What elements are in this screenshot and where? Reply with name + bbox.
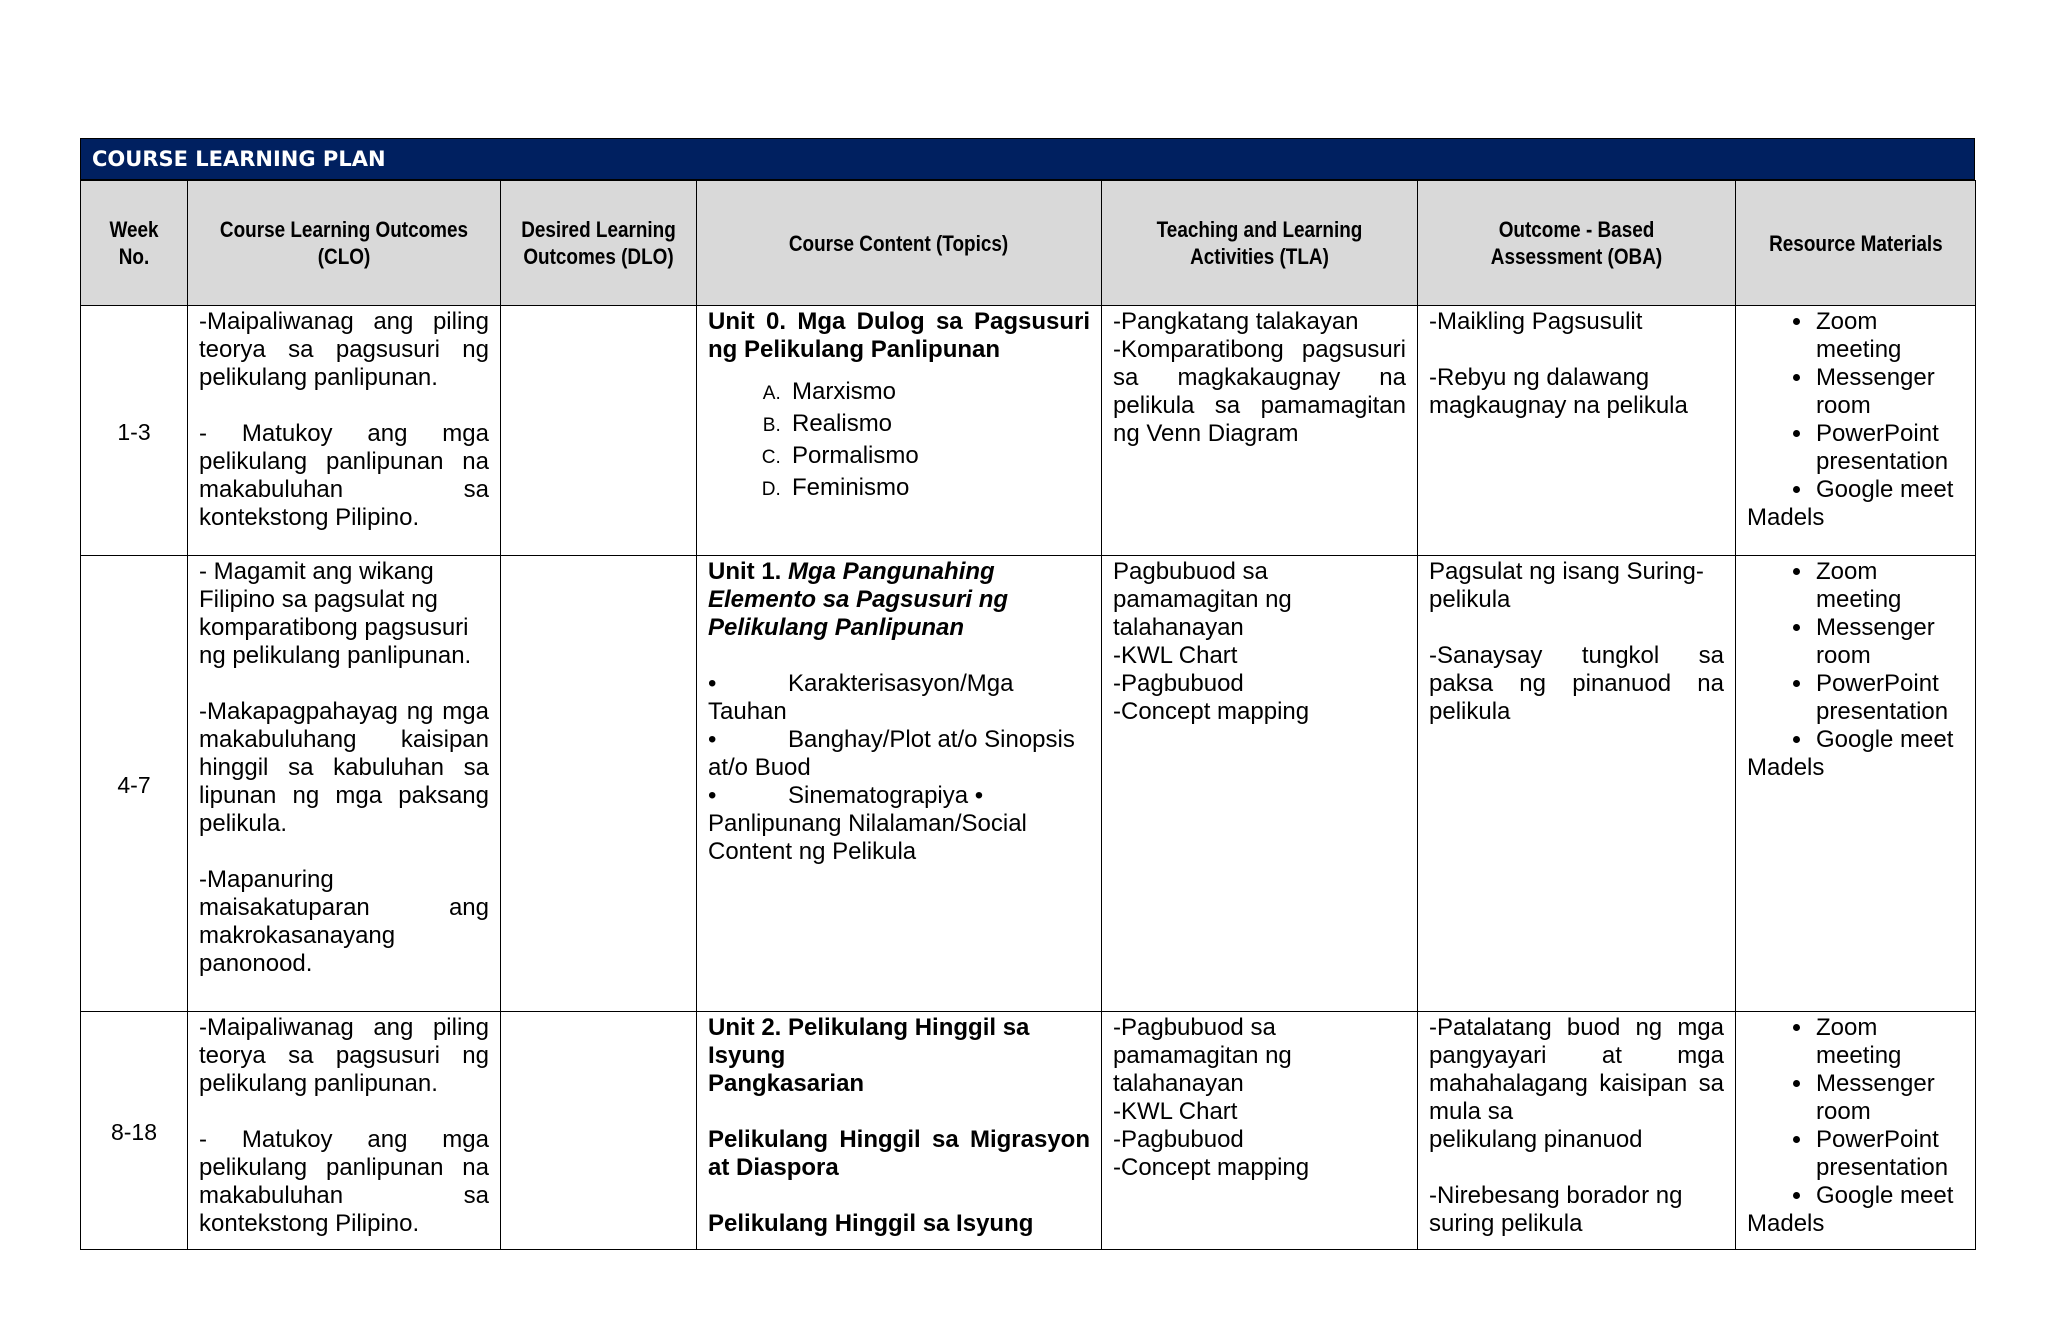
content-cell xyxy=(697,1012,1102,1250)
list-item: at/o Buod xyxy=(708,754,811,781)
header-week: Week No. xyxy=(81,181,188,306)
learning-plan-table xyxy=(80,180,1976,1250)
oba-item: -Nirebesang borador ng suring pelikula xyxy=(1429,1182,1683,1237)
list-item: • Zoom meeting xyxy=(1814,558,1964,614)
content-cell: Unit 1. Mga Pangunahing Elemento sa Pagsusuri ng Pelikulang Panlipunan • Karakterisasyon/Mga Tauhan • Banghay/Plot at/o Sinopsis at/o Buod • Sinematograpiya • Panlipunang Nilalaman/Social Content ng Pelikula xyxy=(697,556,1102,1012)
list-item: A. Marxismo xyxy=(786,378,1090,406)
tla-item: talahanayan xyxy=(1113,614,1244,641)
list-item: • Messenger room xyxy=(1814,614,1964,670)
plan-title-banner: COURSE LEARNING PLAN xyxy=(80,138,1975,180)
header-row xyxy=(81,181,1976,306)
dlo-cell xyxy=(501,306,697,556)
tla-item: -Komparatibong pagsusuri sa magkakaugnay na pelikula sa pamamagitan ng Venn Diagram xyxy=(1113,336,1406,447)
tla-item: -Concept mapping xyxy=(1113,1154,1310,1181)
list-item: • Messenger room xyxy=(1814,364,1964,420)
oba-cell xyxy=(1418,306,1736,556)
tla-item: -Pagbubuod xyxy=(1113,1126,1244,1153)
resources-cell xyxy=(1736,306,1976,556)
tla-item: talahanayan xyxy=(1113,1070,1244,1097)
resource-extra: Madels xyxy=(1747,504,1825,531)
clo-item: - Matukoy ang mga pelikulang panlipunan na makabuluhan sa kontekstong Pilipino. xyxy=(199,1126,489,1237)
clo-item: -Mapanuring maisakatuparan ang makrokasanayang panonood. xyxy=(199,866,489,977)
resource-list xyxy=(1736,558,1964,754)
header-tla: Teaching and Learning Activities (TLA) xyxy=(1102,181,1418,306)
dlo-cell xyxy=(501,1012,697,1250)
list-item: Karakterisasyon/Mga xyxy=(788,670,1014,697)
resource-list xyxy=(1736,1014,1964,1210)
oba-item: -Rebyu ng dalawang magkaugnay na pelikula xyxy=(1429,364,1688,419)
oba-item: pelikulang pinanuod xyxy=(1429,1126,1643,1153)
list-item: • PowerPoint presentation xyxy=(1814,670,1964,726)
content-cell xyxy=(697,306,1102,556)
list-item: Panlipunang Nilalaman/Social xyxy=(708,810,1027,837)
unit-label: Unit 0. xyxy=(708,308,786,335)
clo-item: - Magamit ang wikang Filipino sa pagsulat ng komparatibong pagsusuri ng pelikulang panlipunan. xyxy=(199,558,472,669)
oba-item: Pagsulat ng isang Suring-pelikula xyxy=(1429,558,1704,613)
list-item: D. Feminismo xyxy=(786,474,1090,502)
week-cell: 4-7 xyxy=(81,556,188,1012)
oba-item: -Sanaysay tungkol sa paksa ng pinanuod na pelikula xyxy=(1429,642,1724,725)
tla-item: -Pangkatang talakayan xyxy=(1113,308,1359,335)
table-row xyxy=(81,556,1976,1012)
list-item: • PowerPoint presentation xyxy=(1814,420,1964,476)
dlo-cell xyxy=(501,556,697,1012)
tla-item: -Concept mapping xyxy=(1113,698,1310,725)
table-row xyxy=(81,306,1976,556)
oba-item: -Maikling Pagsusulit xyxy=(1429,308,1643,335)
resources-cell xyxy=(1736,556,1976,1012)
oba-cell xyxy=(1418,1012,1736,1250)
table-row xyxy=(81,1012,1976,1250)
unit-title-continued: Pangkasarian xyxy=(708,1070,865,1097)
resource-extra: Madels xyxy=(1747,1210,1825,1237)
tla-item: -Pagbubuod sa xyxy=(1113,1014,1276,1041)
header-dlo: Desired Learning Outcomes (DLO) xyxy=(501,181,697,306)
tla-item: -Pagbubuod xyxy=(1113,670,1244,697)
tla-item: pamamagitan ng xyxy=(1113,586,1292,613)
list-item: • PowerPoint presentation xyxy=(1814,1126,1964,1182)
header-content: Course Content (Topics) xyxy=(697,181,1102,306)
unit-label: Unit 1. xyxy=(708,558,782,585)
clo-item: -Maipaliwanag ang piling teorya sa pagsusuri ng pelikulang panlipunan. xyxy=(199,308,489,391)
resources-cell xyxy=(1736,1012,1976,1250)
tla-item: pamamagitan ng xyxy=(1113,1042,1292,1069)
list-item: • Zoom meeting xyxy=(1814,308,1964,364)
clo-item: -Maipaliwanag ang piling teorya sa pagsusuri ng pelikulang panlipunan. xyxy=(199,1014,489,1097)
clo-cell xyxy=(188,306,501,556)
list-item: B. Realismo xyxy=(786,410,1090,438)
tla-cell xyxy=(1102,1012,1418,1250)
topic-heading: Pelikulang Hinggil sa Isyung xyxy=(708,1210,1034,1237)
list-item: • Messenger room xyxy=(1814,1070,1964,1126)
header-resources: Resource Materials xyxy=(1736,181,1976,306)
unit-title: Mga Pangunahing Elemento sa Pagsusuri ng Pelikulang Panlipunan xyxy=(708,558,1009,641)
list-item: • Google meet xyxy=(1814,726,1964,754)
clo-item: -Makapagpahayag ng mga makabuluhang kaisipan hinggil sa kabuluhan sa lipunan ng mga paksang pelikula. xyxy=(199,698,489,837)
list-item: • Zoom meeting xyxy=(1814,1014,1964,1070)
header-clo: Course Learning Outcomes (CLO) xyxy=(188,181,501,306)
week-cell: 1-3 xyxy=(81,306,188,556)
list-item: Sinematograpiya • xyxy=(788,782,984,809)
resource-extra: Madels xyxy=(1747,754,1825,781)
list-item: • Google meet xyxy=(1814,1182,1964,1210)
tla-cell xyxy=(1102,306,1418,556)
unit-title: Pelikulang Hinggil sa Isyung xyxy=(708,1014,1030,1069)
week-cell: 8-18 xyxy=(81,1012,188,1250)
tla-item: -KWL Chart xyxy=(1113,642,1238,669)
list-item: C. Pormalismo xyxy=(786,442,1090,470)
tla-item: -KWL Chart xyxy=(1113,1098,1238,1125)
list-item: • Google meet xyxy=(1814,476,1964,504)
topic-list xyxy=(708,378,1090,502)
tla-cell xyxy=(1102,556,1418,1012)
list-item: Content ng Pelikula xyxy=(708,838,917,865)
oba-item: -Patalatang buod ng mga pangyayari at mga mahahalagang kaisipan sa mula sa xyxy=(1429,1014,1724,1125)
tla-item: Pagbubuod sa xyxy=(1113,558,1268,585)
resource-list xyxy=(1736,308,1964,504)
topic-heading: Pelikulang Hinggil sa Migrasyon at Diaspora xyxy=(708,1126,1090,1181)
oba-cell xyxy=(1418,556,1736,1012)
list-item: Banghay/Plot at/o Sinopsis xyxy=(788,726,1075,753)
list-item: Tauhan xyxy=(708,698,787,725)
clo-cell xyxy=(188,1012,501,1250)
clo-cell xyxy=(188,556,501,1012)
clo-item: - Matukoy ang mga pelikulang panlipunan na makabuluhan sa kontekstong Pilipino. xyxy=(199,420,489,531)
header-oba: Outcome - Based Assessment (OBA) xyxy=(1418,181,1736,306)
course-learning-plan xyxy=(80,138,1975,1250)
unit-label: Unit 2. xyxy=(708,1014,782,1041)
unit-title: Mga Dulog sa Pagsusuri ng Pelikulang Panlipunan xyxy=(708,308,1091,363)
